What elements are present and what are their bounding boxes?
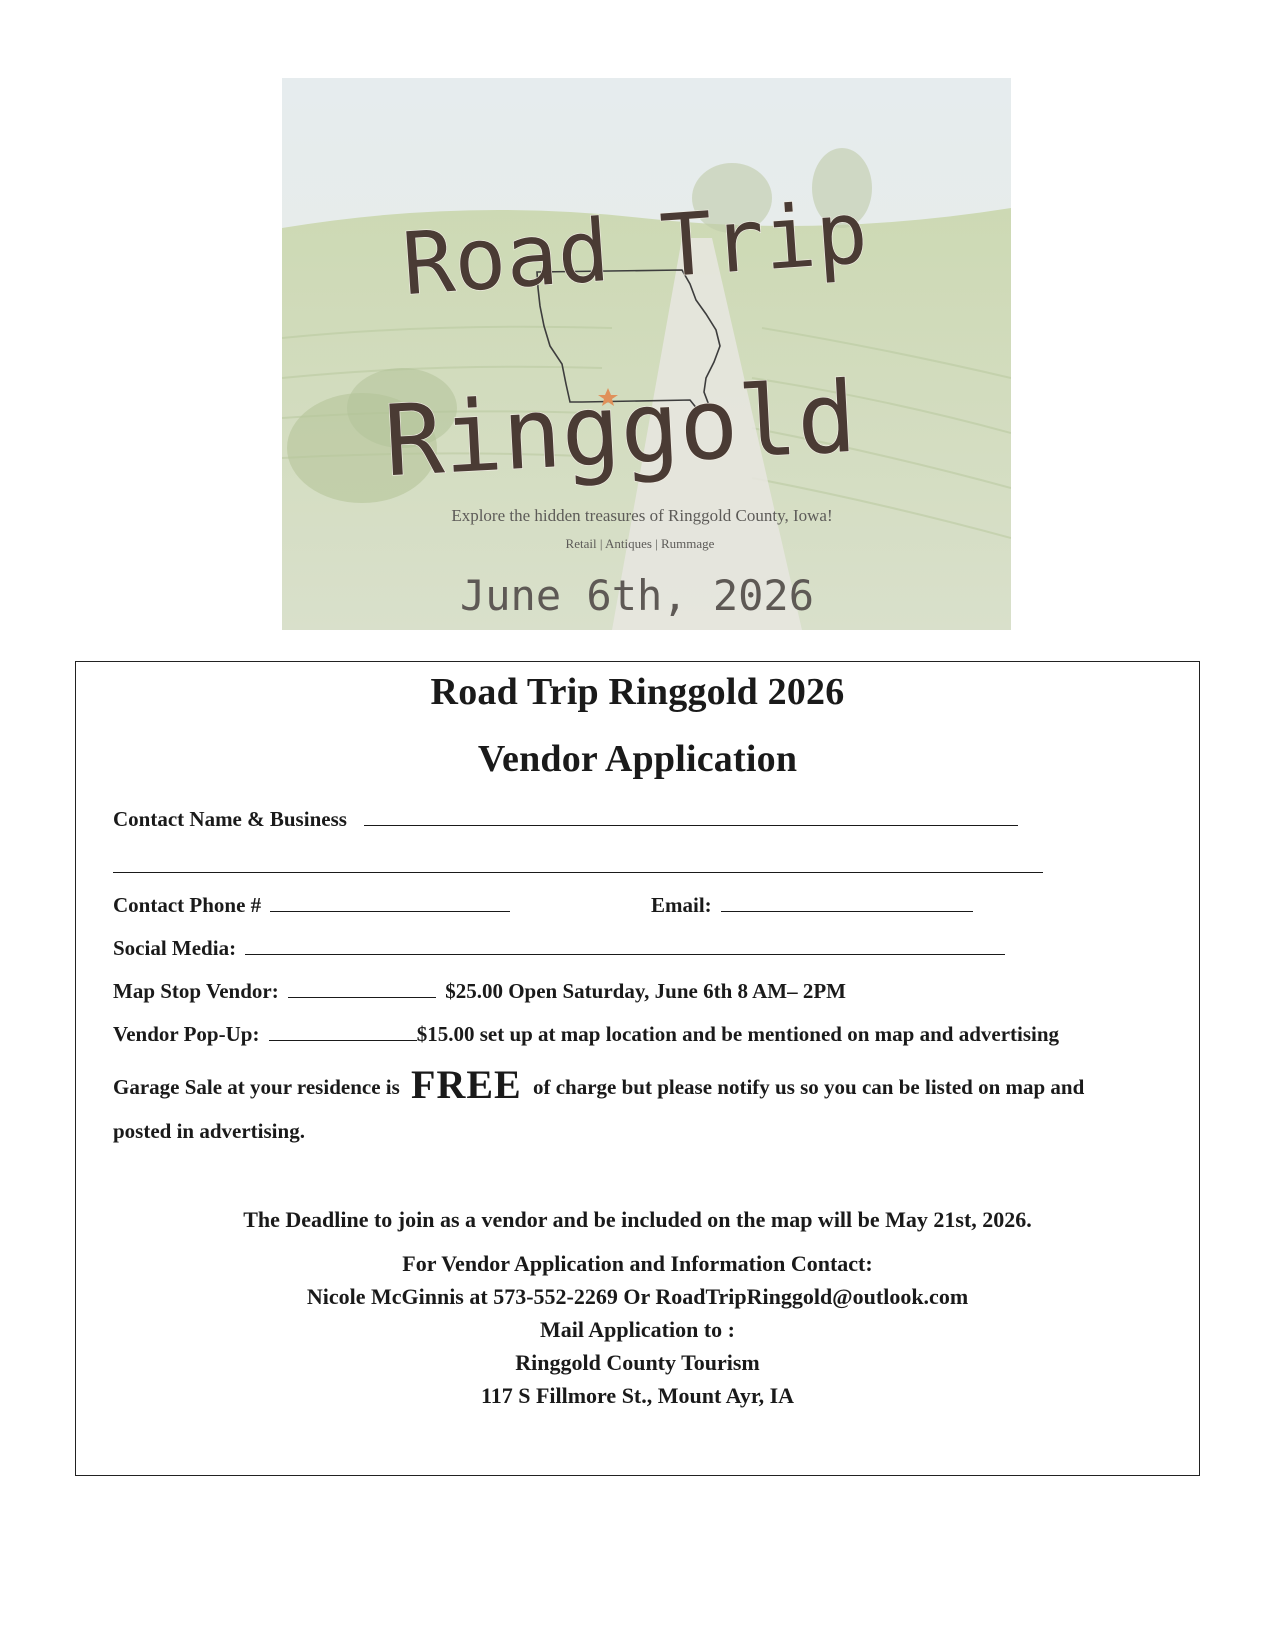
popup-text: $15.00 set up at map location and be mentioned on map and advertising	[416, 1022, 1060, 1046]
event-poster	[282, 78, 1011, 630]
social-row	[113, 934, 1005, 961]
email-label: Email:	[651, 893, 712, 917]
poster-graphic	[282, 78, 1011, 630]
garage-row-2	[113, 1118, 305, 1144]
contact-label: Contact Name & Business	[113, 807, 347, 831]
map-stop-field[interactable]	[288, 977, 436, 998]
garage-pre: Garage Sale at your residence is	[113, 1075, 400, 1099]
social-label: Social Media:	[113, 936, 237, 960]
contact-row-2	[113, 852, 1043, 879]
garage-row	[113, 1062, 1085, 1107]
contact-heading: For Vendor Application and Information Contact:	[402, 1251, 873, 1276]
popup-row	[113, 1020, 1059, 1047]
poster-tagline: Explore the hidden treasures of Ringgold County, Iowa!	[451, 506, 833, 525]
garage-post: of charge but please notify us so you can be listed on map and	[532, 1075, 1085, 1099]
poster-date: June 6th, 2026	[459, 571, 815, 620]
poster-line2: Ringgold	[381, 360, 859, 500]
popup-field[interactable]	[269, 1020, 417, 1041]
garage-free: FREE	[411, 1062, 522, 1107]
contact-info: Nicole McGinnis at 573-552-2269 Or RoadTripRinggold@outlook.com	[306, 1284, 969, 1309]
vendor-application-form	[75, 661, 1200, 1476]
form-title: Road Trip Ringgold 2026	[430, 671, 845, 713]
map-stop-label: Map Stop Vendor:	[113, 979, 279, 1003]
mail-org: Ringgold County Tourism	[515, 1350, 760, 1375]
email-row	[651, 891, 973, 918]
mail-heading: Mail Application to :	[540, 1317, 735, 1342]
phone-row	[113, 891, 510, 918]
contact-row	[113, 805, 1018, 832]
poster-line1: Road Trip	[399, 182, 871, 316]
phone-field[interactable]	[270, 891, 510, 912]
form-subtitle: Vendor Application	[477, 738, 798, 780]
garage-line2: posted in advertising.	[113, 1119, 305, 1143]
phone-label: Contact Phone #	[113, 893, 262, 917]
deadline-text: The Deadline to join as a vendor and be included on the map will be May 21st, 2026.	[243, 1207, 1032, 1232]
poster-subtag: Retail | Antiques | Rummage	[565, 536, 715, 551]
mail-address: 117 S Fillmore St., Mount Ayr, IA	[480, 1383, 795, 1408]
contact-name-field[interactable]	[364, 805, 1018, 826]
map-stop-text: $25.00 Open Saturday, June 6th 8 AM– 2PM	[445, 979, 846, 1003]
email-field[interactable]	[721, 891, 973, 912]
map-stop-row	[113, 977, 846, 1004]
social-field[interactable]	[245, 934, 1005, 955]
popup-label: Vendor Pop-Up:	[113, 1022, 260, 1046]
contact-name-field-line2[interactable]	[113, 852, 1043, 873]
